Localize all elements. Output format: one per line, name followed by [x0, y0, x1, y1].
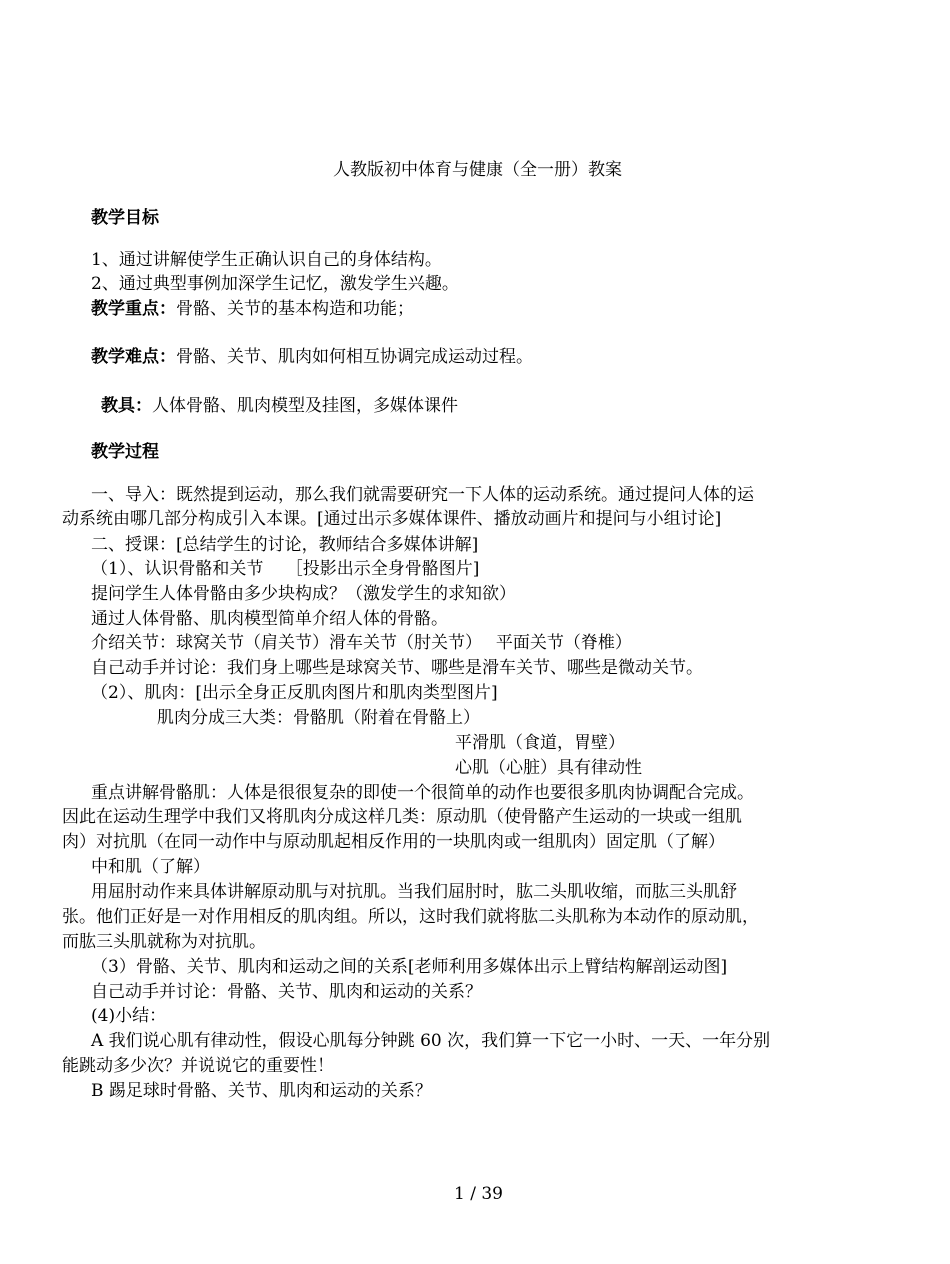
muscle-heart: 心肌（心脏）具有律动性 — [455, 758, 642, 778]
summary-b: B 踢足球时骨骼、关节、肌肉和运动的关系？ — [91, 1081, 432, 1101]
key-point — [91, 298, 414, 320]
section-1-joints: 介绍关节：球窝关节（肩关节）滑车关节（肘关节） 平面关节（脊椎） — [91, 633, 632, 653]
difficulty — [91, 346, 533, 368]
skeletal-key-1: 重点讲解骨骼肌：人体是很很复杂的即使一个很简单的动作也要很多肌肉协调配合完成。 — [91, 783, 754, 803]
section-1-model: 通过人体骨骼、肌肉模型简单介绍人体的骨骼。 — [91, 609, 448, 629]
page-number: 1 / 39 — [454, 1184, 503, 1204]
objective-1: 1、通过讲解使学生正确认识自己的身体结构。 — [91, 250, 442, 270]
objective-2: 2、通过典型事例加深学生记忆，激发学生兴趣。 — [91, 274, 459, 294]
section-3-discuss: 自己动手并讨论：骨骼、关节、肌肉和运动的关系？ — [91, 982, 482, 1002]
skeletal-key-2: 因此在运动生理学中我们又将肌肉分成这样几类：原动肌（使骨骼产生运动的一块或一组肌 — [62, 807, 742, 827]
muscle-types: 肌肉分成三大类：骨骼肌（附着在骨骼上） — [157, 708, 480, 728]
document-title: 人教版初中体育与健康（全一册）教案 — [333, 160, 622, 180]
skeletal-key-4: 中和肌（了解） — [91, 857, 210, 877]
section-3-heading: （3）骨骼、关节、肌肉和运动之间的关系[老师利用多媒体出示上臂结构解剖运动图] — [91, 957, 728, 977]
tools — [101, 395, 458, 417]
tools-text: 人体骨骼、肌肉模型及挂图，多媒体课件 — [152, 396, 458, 416]
tools-label: 教具： — [101, 396, 152, 416]
section-1-discuss: 自己动手并讨论：我们身上哪些是球窝关节、哪些是滑车关节、哪些是微动关节。 — [91, 658, 703, 678]
key-point-label: 教学重点： — [91, 299, 176, 319]
summary-a-1: A 我们说心肌有律动性，假设心肌每分钟跳 60 次，我们算一下它一小时、一天、一年分别 — [91, 1031, 771, 1051]
intro-line-1: 一、导入：既然提到运动，那么我们就需要研究一下人体的运动系统。通过提问人体的运 — [91, 485, 754, 505]
elbow-example-2: 张。他们正好是一对作用相反的肌肉组。所以，这时我们就将肱二头肌称为本动作的原动肌， — [62, 907, 759, 927]
difficulty-label: 教学难点： — [91, 347, 176, 367]
muscle-smooth: 平滑肌（食道，胃壁） — [455, 733, 625, 753]
elbow-example-3: 而肱三头肌就称为对抗肌。 — [62, 932, 266, 952]
section-2-heading: （2）、肌肉：[出示全身正反肌肉图片和肌肉类型图片] — [91, 683, 498, 703]
section-1-heading: （1）、认识骨骼和关节 ［投影出示全身骨骼图片] — [91, 559, 480, 579]
process-heading: 教学过程 — [91, 442, 159, 462]
summary-a-2: 能跳动多少次？并说说它的重要性！ — [62, 1056, 334, 1076]
section-1-question: 提问学生人体骨骼由多少块构成？（激发学生的求知欲） — [91, 584, 516, 604]
difficulty-text: 骨骼、关节、肌肉如何相互协调完成运动过程。 — [176, 347, 533, 367]
objectives-heading: 教学目标 — [91, 208, 159, 228]
intro-line-2: 动系统由哪几部分构成引入本课。[通过出示多媒体课件、播放动画片和提问与小组讨论] — [62, 509, 722, 529]
elbow-example-1: 用屈肘动作来具体讲解原动肌与对抗肌。当我们屈肘时，肱二头肌收缩，而肱三头肌舒 — [91, 882, 737, 902]
teach-line: 二、授课：[总结学生的讨论，教师结合多媒体讲解] — [91, 535, 479, 555]
key-point-text: 骨骼、关节的基本构造和功能； — [176, 299, 414, 319]
skeletal-key-3: 肉）对抗肌（在同一动作中与原动肌起相反作用的一块肌肉或一组肌肉）固定肌（了解） — [62, 832, 725, 852]
section-4-heading: (4)小结： — [91, 1006, 167, 1026]
